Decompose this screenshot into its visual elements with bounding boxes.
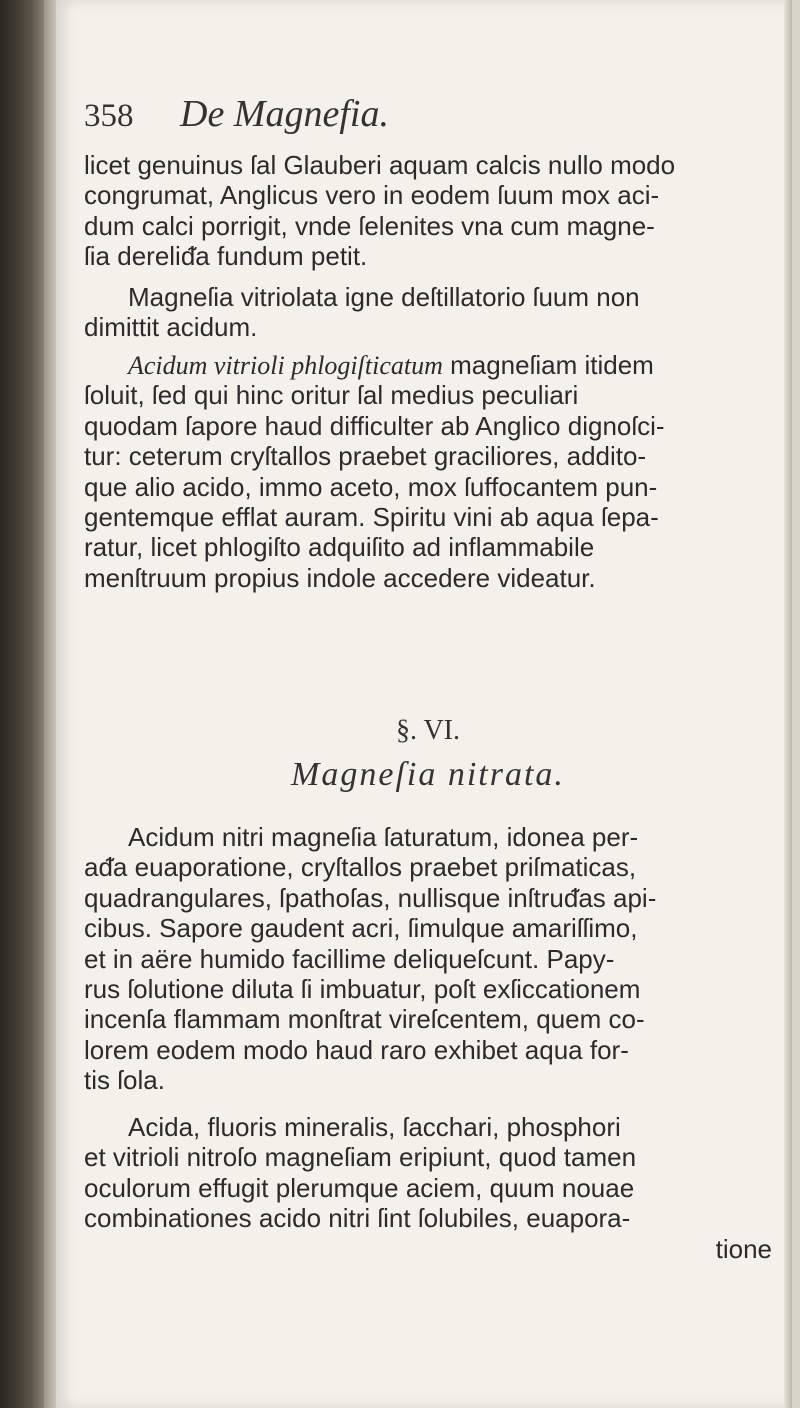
text-line: que alio acido, immo aceto, mox ſuffocantem pun-	[84, 471, 658, 502]
text-line: licet genuinus ſal Glauberi aquam calcis nullo modo	[84, 150, 676, 180]
text-line: ſoluit, ſed qui hinc oritur ſal medius peculiari	[84, 380, 579, 411]
text-line: tis ſola.	[84, 1065, 165, 1096]
catchword: tione	[715, 1233, 772, 1264]
text-line: Acida, fluoris mineralis, ſacchari, phosphori	[128, 1112, 621, 1142]
text-line: congrumat, Anglicus vero in eodem ſuum mox aci-	[84, 180, 660, 211]
text-line: ſia dereliᵭa fundum petit.	[84, 241, 368, 272]
book-page	[56, 0, 792, 1408]
text-line: gentemque efflat auram. Spiritu vini ab aqua ſepa-	[84, 501, 659, 532]
text-line: rus ſolutione diluta ſi imbuatur, poſt exſiccationem	[84, 973, 641, 1004]
book-spine	[0, 0, 44, 1408]
text-line: et in aëre humido facillime deliqueſcunt. Papy-	[84, 943, 615, 974]
italic-term: Acidum vitrioli phlogiſticatum	[128, 351, 443, 380]
page-header	[84, 88, 764, 138]
text-line: cibus. Sapore gaudent acri, ſimulque amariſſimo,	[84, 913, 638, 944]
text-line: ratur, licet phlogiſto adquiſito ad inflammabile	[84, 532, 595, 563]
paragraph-2	[84, 282, 772, 343]
paragraph-5	[84, 1112, 772, 1264]
text-line: menſtruum propius indole accedere videatur.	[84, 562, 596, 593]
section-title: Magneſia nitrata.	[291, 756, 565, 793]
paragraph-4	[84, 822, 772, 1096]
text-line: incenſa flammam monſtrat vireſcentem, quem co-	[84, 1004, 645, 1035]
paragraph-3	[84, 350, 772, 593]
text-line	[84, 350, 772, 380]
text-line: quodam ſapore haud difficulter ab Anglico dignoſci-	[84, 410, 665, 441]
text-line: quadrangulares, ſpathoſas, nullisque inſtruᵭas api-	[84, 882, 657, 913]
running-title: De Magnefia.	[180, 93, 389, 135]
text-line: et vitrioli nitroſo magneſiam eripiunt, quod tamen	[84, 1142, 637, 1173]
text-line: tur: ceterum cryſtallos praebet graciliores, addito-	[84, 441, 647, 472]
paragraph-1	[84, 150, 772, 272]
page-fore-edge	[784, 0, 792, 1408]
text-line: combinationes acido nitri ſint ſolubiles, euapora-	[84, 1203, 631, 1234]
text-line: dum calci porrigit, vnde ſelenites vna cum magne-	[84, 210, 655, 241]
text-line: Magneſia vitriolata igne deſtillatorio ſuum non	[128, 282, 640, 312]
text-line: lorem eodem modo haud raro exhibet aqua for-	[84, 1034, 629, 1065]
text-line: Acidum nitri magneſia ſaturatum, idonea per-	[128, 822, 639, 852]
text-line: dimittit acidum.	[84, 312, 258, 343]
text-fragment: magneſiam itidem	[442, 350, 654, 380]
section-number: §. VI.	[395, 715, 461, 746]
text-line: aᵭa euaporatione, cryſtallos praebet priſmaticas,	[84, 852, 637, 883]
page-gutter-edge	[44, 0, 56, 1408]
text-line: oculorum effugit plerumque aciem, quum nouae	[84, 1172, 635, 1203]
page-number: 358	[84, 98, 134, 134]
